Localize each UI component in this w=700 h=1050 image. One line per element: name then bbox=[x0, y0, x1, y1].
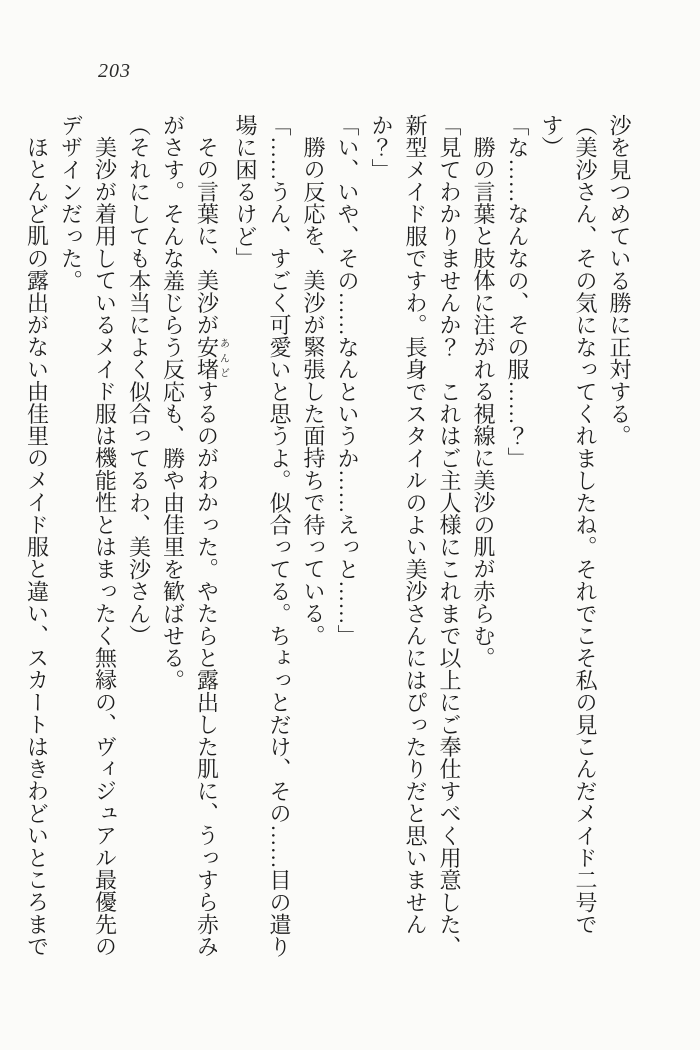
paragraph: 勝の反応を、美沙が緊張した面持ちで待っている。 bbox=[301, 136, 326, 647]
paragraph: 「い、いや、その……なんというか……えっと……」 bbox=[335, 114, 360, 647]
paragraph: （美沙さん、その気になってくれましたね。それでこそ私の見こんだメイド二号です） bbox=[539, 114, 598, 936]
paragraph: 「……うん、すごく可愛いと思うよ。似合ってる。ちょっとだけ、その……目の遣り場に困るけど」 bbox=[233, 114, 292, 958]
page-number: 203 bbox=[98, 60, 131, 82]
paragraph: その言葉に、美沙が安堵あんどするのがわかった。やたらと露出した肌に、うっすら赤みがさす。そんな羞じらう反応も、勝や由佳里を歓ばせる。 bbox=[160, 114, 229, 958]
paragraph: ほとんど肌の露出がない由佳里のメイド服と違い、スカートはきわどいところまで bbox=[24, 136, 50, 958]
paragraph: 沙を見つめている勝に正対する。 bbox=[607, 114, 632, 447]
paragraph: 勝の言葉と肢体に注がれる視線に美沙の肌が赤らむ。 bbox=[471, 136, 496, 669]
paragraph: 「な……なんなの、その服……？」 bbox=[505, 114, 530, 470]
paragraph: 「見てわかりませんか？ これはご主人様にこれまで以上にご奉仕すべく用意した、新型メイド服ですわ。長身でスタイルのよい美沙さんにはぴったりだと思いませんか？」 bbox=[369, 114, 462, 958]
paragraph: （それにしても本当によく似合ってるわ、美沙さん） bbox=[126, 114, 152, 647]
furigana-ruby: 安堵あんど bbox=[194, 335, 229, 381]
paragraph: 美沙が着用しているメイド服は機能性とはまったく無縁の、ヴィジュアル最優先のデザインだった。 bbox=[58, 114, 118, 958]
vertical-text-block bbox=[24, 114, 636, 960]
